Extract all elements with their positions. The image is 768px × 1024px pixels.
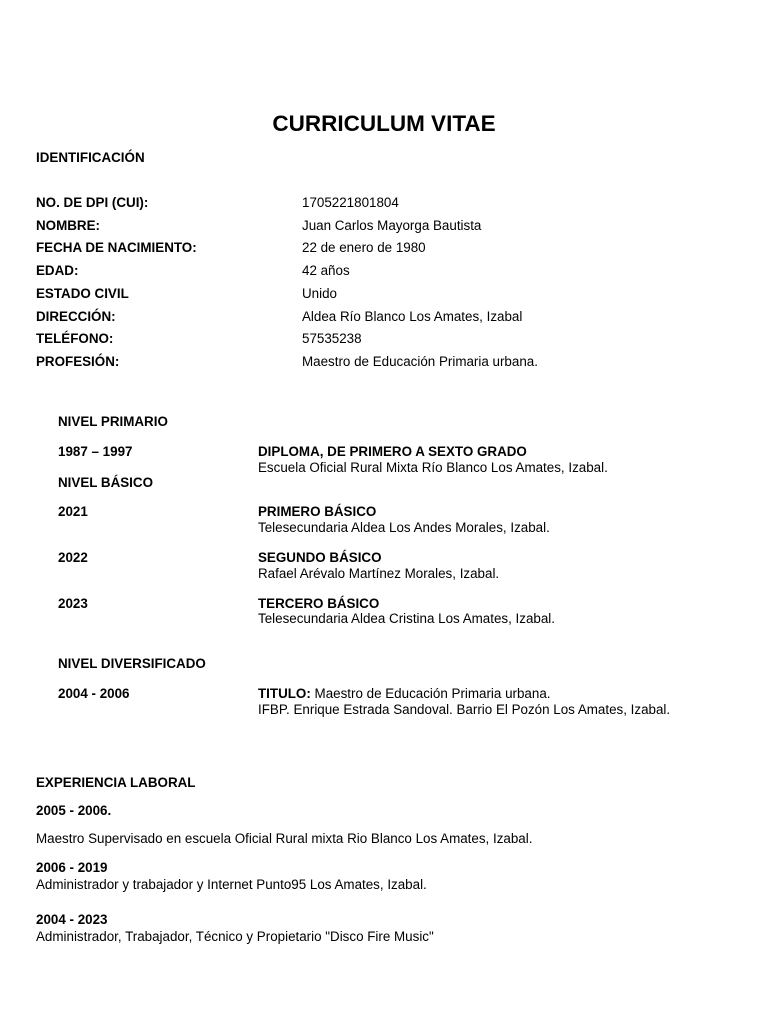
basic-2-year: 2022 <box>58 550 88 565</box>
diversified-title-line <box>258 686 551 702</box>
profession-label: PROFESIÓN: <box>36 354 120 369</box>
birthdate-label: FECHA DE NACIMIENTO: <box>36 240 197 255</box>
primary-school: Escuela Oficial Rural Mixta Río Blanco Los Amates, Izabal. <box>258 460 608 475</box>
diversified-institution: IFBP. Enrique Estrada Sandoval. Barrio El Pozón Los Amates, Izabal. <box>258 702 671 717</box>
marital-status-label: ESTADO CIVIL <box>36 286 129 301</box>
diversified-level-heading: NIVEL DIVERSIFICADO <box>58 656 206 671</box>
age-label: EDAD: <box>36 263 79 278</box>
address-value: Aldea Río Blanco Los Amates, Izabal <box>302 309 523 324</box>
primary-level-heading: NIVEL PRIMARIO <box>58 414 168 429</box>
basic-3-title: TERCERO BÁSICO <box>258 596 380 611</box>
basic-2-school: Rafael Arévalo Martínez Morales, Izabal. <box>258 566 500 581</box>
primary-diploma-title: DIPLOMA, DE PRIMERO A SEXTO GRADO <box>258 444 527 459</box>
basic-3-school: Telesecundaria Aldea Cristina Los Amates, Izabal. <box>258 611 555 626</box>
basic-2-title: SEGUNDO BÁSICO <box>258 550 382 565</box>
marital-status-value: Unido <box>302 286 337 301</box>
phone-value: 57535238 <box>302 331 362 346</box>
birthdate-value: 22 de enero de 1980 <box>302 240 426 255</box>
profession-value: Maestro de Educación Primaria urbana. <box>302 354 538 369</box>
experience-2-description: Administrador y trabajador y Internet Punto95 Los Amates, Izabal. <box>36 877 427 892</box>
phone-label: TELÉFONO: <box>36 331 114 346</box>
experience-1-description: Maestro Supervisado en escuela Oficial Rural mixta Rio Blanco Los Amates, Izabal. <box>36 831 533 846</box>
experience-1-years: 2005 - 2006. <box>36 803 112 818</box>
experience-heading: EXPERIENCIA LABORAL <box>36 775 196 790</box>
experience-3-years: 2004 - 2023 <box>36 912 108 927</box>
diversified-title-value: Maestro de Educación Primaria urbana. <box>314 686 551 701</box>
identification-heading: IDENTIFICACIÓN <box>36 150 145 165</box>
name-label: NOMBRE: <box>36 218 100 233</box>
dpi-value: 1705221801804 <box>302 195 399 210</box>
basic-1-title: PRIMERO BÁSICO <box>258 504 377 519</box>
age-value: 42 años <box>302 263 350 278</box>
name-value: Juan Carlos Mayorga Bautista <box>302 218 482 233</box>
diversified-title-label: TITULO: <box>258 686 311 701</box>
dpi-label: NO. DE DPI (CUI): <box>36 195 149 210</box>
address-label: DIRECCIÓN: <box>36 309 116 324</box>
page-title: CURRICULUM VITAE <box>272 111 496 136</box>
basic-1-year: 2021 <box>58 504 88 519</box>
experience-2-years: 2006 - 2019 <box>36 860 108 875</box>
basic-3-year: 2023 <box>58 596 88 611</box>
diversified-years: 2004 - 2006 <box>58 686 130 701</box>
basic-level-heading: NIVEL BÁSICO <box>58 475 153 490</box>
experience-3-description: Administrador, Trabajador, Técnico y Propietario "Disco Fire Music" <box>36 929 434 944</box>
basic-1-school: Telesecundaria Aldea Los Andes Morales, Izabal. <box>258 520 550 535</box>
primary-years: 1987 – 1997 <box>58 444 133 459</box>
